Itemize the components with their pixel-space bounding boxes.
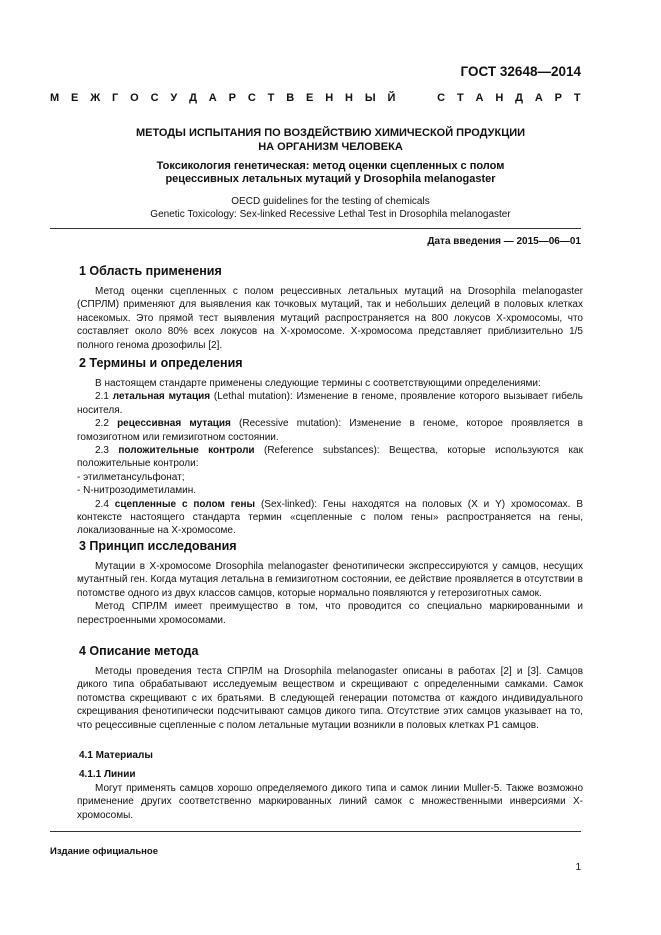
banner-letter: Р [228, 92, 236, 104]
banner-letter: У [170, 92, 178, 104]
banner-letter: Р [554, 92, 563, 104]
definition-term: положительные контроли [118, 445, 255, 457]
banner-letter: В [286, 92, 295, 104]
definition-2-2 [77, 417, 583, 444]
banner-letter: Г [112, 92, 119, 104]
intro-date: Дата введения — 2015—06—01 [427, 236, 581, 247]
definition-text: (Reference substances): Вещества, которые используются как положительные контроли: [77, 445, 583, 470]
banner-letter: О [130, 92, 139, 104]
banner-letter: Й [387, 92, 396, 104]
top-divider [50, 228, 581, 229]
subsection-4-1-1-heading: 4.1.1 Линии [79, 769, 136, 780]
main-title [80, 126, 581, 154]
section-2-heading: 2 Термины и определения [79, 356, 243, 370]
definition-number: 2.3 [95, 445, 109, 457]
subsection-4-1-heading: 4.1 Материалы [79, 750, 153, 761]
definition-number: 2.2 [95, 418, 109, 430]
banner-letter: Ж [90, 92, 101, 104]
gost-number: ГОСТ 32648—2014 [460, 64, 581, 79]
banner-letter: С [437, 92, 446, 104]
paragraph: Методы проведения теста СПРЛМ на Drosophila melanogaster описаны в работах [2] и [3]. Самцов дикого типа обрабатывают исследуемым веществом и скрещивают с определенными самками. Самок потомства скрещивают с их братьями. В следующей генерации потомства от каждого индивидуального скрещивания фенотипически подсчитывают самцов дикого типа. Отсутствие этих самцов указывает на то, что рецессивные сцепленные с полом летальные мутации возникли в половых клетках P1 самцов. [77, 666, 583, 731]
paragraph: Метод СПРЛМ имеет преимущество в том, что проводится со специально маркированными и перестроенными хромосомами. [77, 601, 583, 626]
standard-banner [50, 92, 581, 104]
definition-term: рецессивная мутация [117, 418, 231, 430]
banner-letter: Ы [364, 92, 376, 104]
definition-number: 2.4 [95, 498, 109, 510]
banner-letter: Д [515, 92, 523, 104]
english-title [80, 195, 581, 221]
banner-letter: Т [573, 92, 581, 104]
paragraph: В настоящем стандарте применены следующие термины с соответствующими определениями: [95, 378, 541, 389]
section-4-body [77, 665, 583, 732]
banner-gap [407, 92, 425, 104]
section-1-heading: 1 Область применения [79, 264, 222, 278]
section-4-heading: 4 Описание метода [79, 644, 199, 658]
banner-letter: Т [456, 92, 464, 104]
banner-letter: Д [189, 92, 197, 104]
subsection-4-1-1-body [77, 782, 583, 822]
sub-title-line: Токсикология генетическая: метод оценки сцепленных с полом [156, 160, 505, 172]
main-title-line: МЕТОДЫ ИСПЫТАНИЯ ПО ВОЗДЕЙСТВИЮ ХИМИЧЕСКОЙ ПРОДУКЦИИ [135, 127, 526, 139]
english-title-line: Genetic Toxicology: Sex-linked Recessive Lethal Test in Drosophila melanogaster [150, 209, 511, 220]
sub-title-line: рецессивных летальных мутаций у Drosophila melanogaster [165, 173, 496, 185]
banner-letter: Н [495, 92, 504, 104]
banner-letter: Е [306, 92, 314, 104]
list-item: - N-нитрозодиметиламин. [77, 485, 197, 497]
definition-2-4 [77, 498, 583, 538]
section-2-body [77, 377, 583, 538]
definition-text: (Lethal mutation): Изменение в геноме, проявление которого вызывает гибель носителя. [77, 391, 583, 416]
section-3-body [77, 560, 583, 627]
sub-title [80, 160, 581, 186]
banner-letter: А [208, 92, 217, 104]
list-item: - этилметансульфонат; [77, 471, 185, 483]
edition-note: Издание официальное [50, 846, 158, 857]
definition-term: сцепленные с полом гены [114, 498, 256, 510]
page-number: 1 [575, 862, 581, 873]
definition-number: 2.1 [95, 391, 109, 403]
definition-text: (Recessive mutation): Изменение в геноме, которое проявляется в гомозиготном или гемизиготном состоянии. [77, 418, 583, 443]
paragraph: Мутации в X-хромосоме Drosophila melanogaster фенотипически экспрессируются у самцов, несущих мутантный ген. Когда мутация летальна в гемизиготном состоянии, ее действие проявляется в отсутствии в потомстве одного из двух классов самцов, которые нормально появляются у гетерозиготных самок. [77, 561, 583, 599]
definition-text: (Sex-linked): Гены находятся на половых (X и Y) хромосомах. В контексте настоящего стандарта термин «сцепленные с полом гены» распространяется на гены, локализованные на X-хромосоме. [77, 498, 584, 537]
definition-term: летальная мутация [112, 391, 211, 403]
section-3-heading: 3 Принцип исследования [79, 539, 237, 553]
banner-letter: С [150, 92, 159, 104]
banner-letter: А [534, 92, 543, 104]
banner-letter: Н [345, 92, 353, 104]
banner-letter: А [475, 92, 484, 104]
banner-letter: Н [325, 92, 334, 104]
banner-letter: Е [71, 92, 79, 104]
banner-letter: М [50, 92, 60, 104]
definition-2-3 [77, 444, 583, 471]
definition-2-1 [77, 390, 583, 417]
paragraph: Метод оценки сцепленных с полом рецессивных летальных мутаций на Drosophila melanogaster (СПРЛМ) применяют для выявления как точковых мутаций, так и небольших делеций в половых клетках насекомых. Это прямой тест выявления мутаций распространяется на 800 локусов X-хромосомы, что составляет около 80% всех локусов на X-хромосоме. X-хромосома представляет приблизительно 1/5 полного генома дрозофилы [2]. [77, 286, 583, 351]
paragraph: Могут применять самцов хорошо определяемого дикого типа и самок линии Muller-5. Также возможно применение других соответственно маркированных линий самок с множественными инверсиями X-хромосомы. [77, 783, 583, 821]
section-1-body [77, 285, 583, 352]
english-title-line: OECD guidelines for the testing of chemicals [231, 196, 430, 207]
banner-letter: С [247, 92, 256, 104]
banner-letter: Т [267, 92, 275, 104]
bottom-divider [50, 831, 581, 832]
main-title-line: НА ОРГАНИЗМ ЧЕЛОВЕКА [258, 141, 403, 153]
